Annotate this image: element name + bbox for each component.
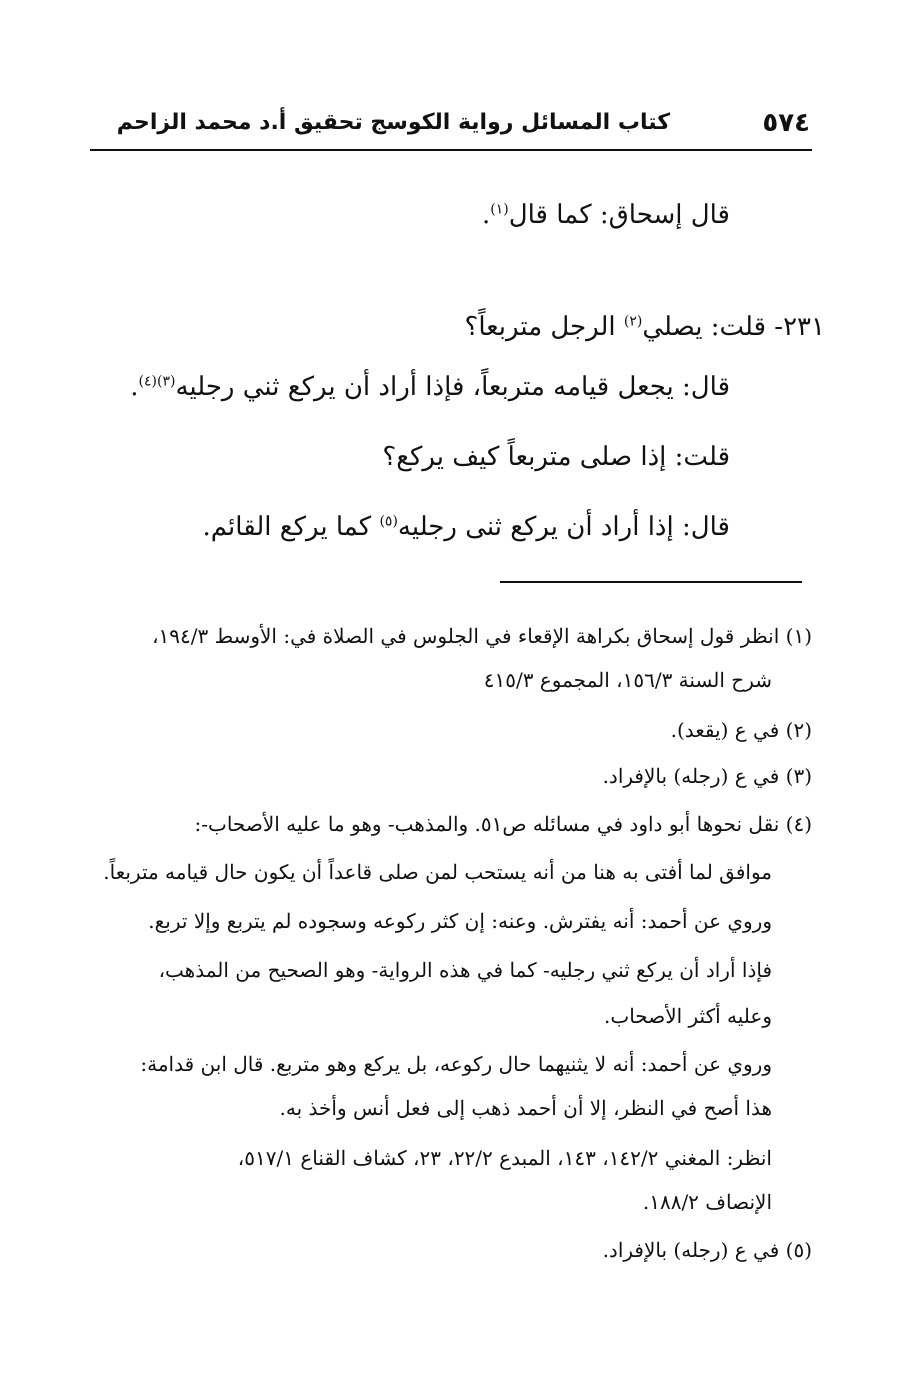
footnote-2: (٢) في ع (يقعد). [670,718,812,742]
footnote-ref-3-4: (٣)(٤) [138,373,176,390]
header-rule [90,149,812,151]
footnote-5: (٥) في ع (رجله) بالإفراد. [602,1238,812,1262]
footnote-4-line-8: انظر: المغني ١٤٢/٢، ١٤٣، المبدع ٢٢/٢، ٢٣، كشاف القناع ٥١٧/١، [237,1146,772,1170]
page-header [90,108,810,148]
footnote-4-line-5: وعليه أكثر الأصحاب. [604,1004,772,1028]
footnote-ref-5: (٥) [379,513,398,530]
footnote-ref-2: (٢) [623,313,643,330]
footnote-1-line-1: (١) انظر قول إسحاق بكراهة الإقعاء في الجلوس في الصلاة في: الأوسط ١٩٤/٣، [152,624,812,648]
footnote-4-line-9: الإنصاف ١٨٨/٢. [642,1190,772,1214]
page-number: ٥٧٤ [762,108,810,138]
footnote-4-line-1: (٤) نقل نحوها أبو داود في مسائله ص٥١. والمذهب- وهو ما عليه الأصحاب-: [194,812,812,836]
footnote-4-line-7: هذا أصح في النظر، إلا أن أحمد ذهب إلى فعل أنس وأخذ به. [279,1096,772,1120]
footnote-3: (٣) في ع (رجله) بالإفراد. [602,764,812,788]
footnote-4-line-3: وروي عن أحمد: أنه يفترش. وعنه: إن كثر ركوعه وسجوده لم يتربع وإلا تربع. [148,909,772,933]
footnote-1-line-2: شرح السنة ١٥٦/٣، المجموع ٤١٥/٣ [483,668,772,692]
footnote-ref-1: (١) [490,201,509,218]
footnote-4-line-2: موافق لما أفتى به هنا من أنه يستحب لمن صلى قاعداً أن يكون حال قيامه متربعاً. [103,860,772,884]
question-line-2: قلت: إذا صلى متربعاً كيف يركع؟ [382,442,730,472]
running-title: كتاب المسائل رواية الكوسج تحقيق أ.د محمد الزاحم [116,110,670,135]
answer-line-2: قال: إذا أراد أن يركع ثنى رجليه$^{(٥)}$ كما يركع القائم. [202,512,730,542]
footnote-4-line-4: فإذا أراد أن يركع ثني رجليه- كما في هذه الرواية- وهو الصحيح من المذهب، [158,958,772,982]
question-line: ٢٣١- قلت: يصلي$^{(٢)}$ الرجل متربعاً؟ [464,312,825,342]
footnote-separator [500,581,802,583]
text-line-ishaq: قال إسحاق: كما قال$^{(١)}$. [482,200,730,230]
footnote-4-line-6: وروي عن أحمد: أنه لا يثنيهما حال ركوعه، بل يركع وهو متربع. قال ابن قدامة: [140,1052,772,1076]
answer-line-1: قال: يجعل قيامه متربعاً، فإذا أراد أن يركع ثني رجليه$^{(٣)(٤)}$. [130,372,730,402]
